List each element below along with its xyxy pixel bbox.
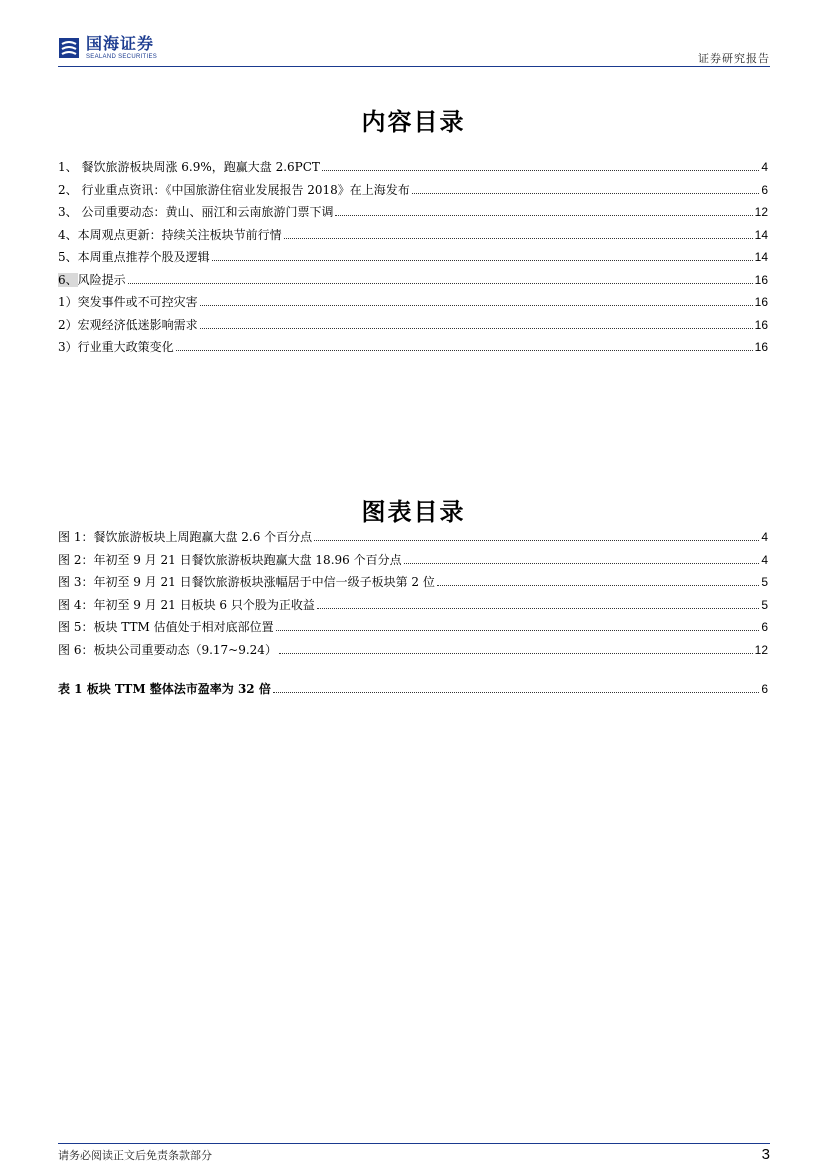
figure-item[interactable] (58, 641, 768, 664)
toc-item-label: 1、 餐饮旅游板块周涨 6.9%，跑赢大盘 2.6PCT (58, 160, 320, 174)
toc-item-page: 16 (754, 340, 768, 354)
dot-leader (128, 274, 753, 284)
highlighted-number: 6、 (58, 272, 78, 287)
toc-item[interactable] (58, 293, 768, 316)
figure-item-label: 图 6：板块公司重要动态（9.17~9.24） (58, 642, 277, 657)
dot-leader (200, 319, 753, 329)
toc-item[interactable] (58, 248, 768, 271)
tables-list (58, 680, 768, 703)
figure-item[interactable] (58, 618, 768, 641)
toc-item-page: 14 (754, 227, 768, 242)
toc-item-page: 16 (754, 295, 768, 309)
dot-leader (314, 531, 759, 541)
figure-item-page: 6 (761, 620, 768, 634)
dot-leader (212, 251, 753, 261)
toc-item-page: 6 (761, 182, 768, 197)
report-type-label: 证券研究报告 (698, 52, 770, 65)
toc-item[interactable] (58, 338, 768, 361)
company-logo (58, 36, 157, 60)
figure-item[interactable] (58, 551, 768, 574)
dot-leader (335, 206, 752, 216)
toc-item[interactable] (58, 158, 768, 181)
toc-item-label (58, 271, 126, 288)
toc-item-page: 14 (754, 250, 768, 264)
figures-title: 图表目录 (361, 498, 466, 526)
figure-item-label: 图 5：板块 TTM 估值处于相对底部位置 (58, 620, 274, 634)
dot-leader (284, 229, 753, 239)
table-item-label: 表 1 板块 TTM 整体法市盈率为 32 倍 (58, 682, 271, 696)
toc-item[interactable] (58, 203, 768, 226)
toc-item-page: 16 (754, 317, 768, 332)
table-item[interactable] (58, 680, 768, 703)
figures-list (58, 528, 768, 663)
toc-item-page: 16 (754, 272, 768, 287)
page-header (58, 36, 770, 66)
contents-title: 内容目录 (361, 108, 466, 136)
toc-item[interactable] (58, 226, 768, 249)
figure-item-page: 5 (761, 597, 768, 612)
dot-leader (437, 576, 759, 586)
figure-item-label: 图 2：年初至 9 月 21 日餐饮旅游板块跑赢大盘 18.96 个百分点 (58, 552, 402, 567)
figure-item-page: 4 (761, 530, 768, 544)
dot-leader (200, 296, 753, 306)
contents-list (58, 158, 768, 361)
dot-leader (273, 683, 759, 693)
figure-item-label: 图 3：年初至 9 月 21 日餐饮旅游板块涨幅居于中信一级子板块第 2 位 (58, 575, 435, 589)
logo-english-name: SEALAND SECURITIES (86, 54, 158, 60)
toc-item-label: 3、 公司重要动态：黄山、丽江和云南旅游门票下调 (58, 205, 334, 219)
dot-leader (279, 644, 753, 654)
figure-item[interactable] (58, 573, 768, 596)
dot-leader (176, 341, 753, 351)
toc-item-label: 4、本周观点更新：持续关注板块节前行情 (58, 227, 282, 242)
footer-disclaimer: 请务必阅读正文后免责条款部分 (58, 1149, 212, 1162)
figure-item-page: 4 (761, 552, 768, 567)
footer-divider (58, 1143, 770, 1144)
sealand-logo-icon (58, 37, 80, 59)
logo-chinese-name: 国海证券 (86, 34, 155, 53)
toc-item[interactable] (58, 271, 768, 294)
dot-leader (412, 184, 760, 194)
figure-item-label: 图 4：年初至 9 月 21 日板块 6 只个股为正收益 (58, 597, 315, 612)
figure-item[interactable] (58, 528, 768, 551)
toc-item-label: 5、本周重点推荐个股及逻辑 (58, 250, 210, 264)
header-divider (58, 66, 770, 67)
figure-item-page: 12 (754, 642, 768, 657)
page-number: 3 (761, 1146, 770, 1163)
toc-item-label: 3）行业重大政策变化 (58, 340, 174, 354)
toc-item-page: 12 (754, 205, 768, 219)
dot-leader (322, 161, 759, 171)
toc-item-page: 4 (761, 160, 768, 174)
figure-item-page: 5 (761, 575, 768, 589)
table-item-page: 6 (761, 682, 768, 696)
toc-item-text: 风险提示 (77, 272, 126, 287)
figure-item-label: 图 1：餐饮旅游板块上周跑赢大盘 2.6 个百分点 (58, 530, 313, 544)
toc-item-label: 1）突发事件或不可控灾害 (58, 295, 198, 309)
dot-leader (317, 599, 759, 609)
toc-item-label: 2、 行业重点资讯：《中国旅游住宿业发展报告 2018》在上海发布 (58, 182, 410, 197)
dot-leader (276, 621, 760, 631)
toc-item[interactable] (58, 316, 768, 339)
toc-item[interactable] (58, 181, 768, 204)
dot-leader (404, 554, 760, 564)
toc-item-label: 2）宏观经济低迷影响需求 (58, 317, 198, 332)
figure-item[interactable] (58, 596, 768, 619)
